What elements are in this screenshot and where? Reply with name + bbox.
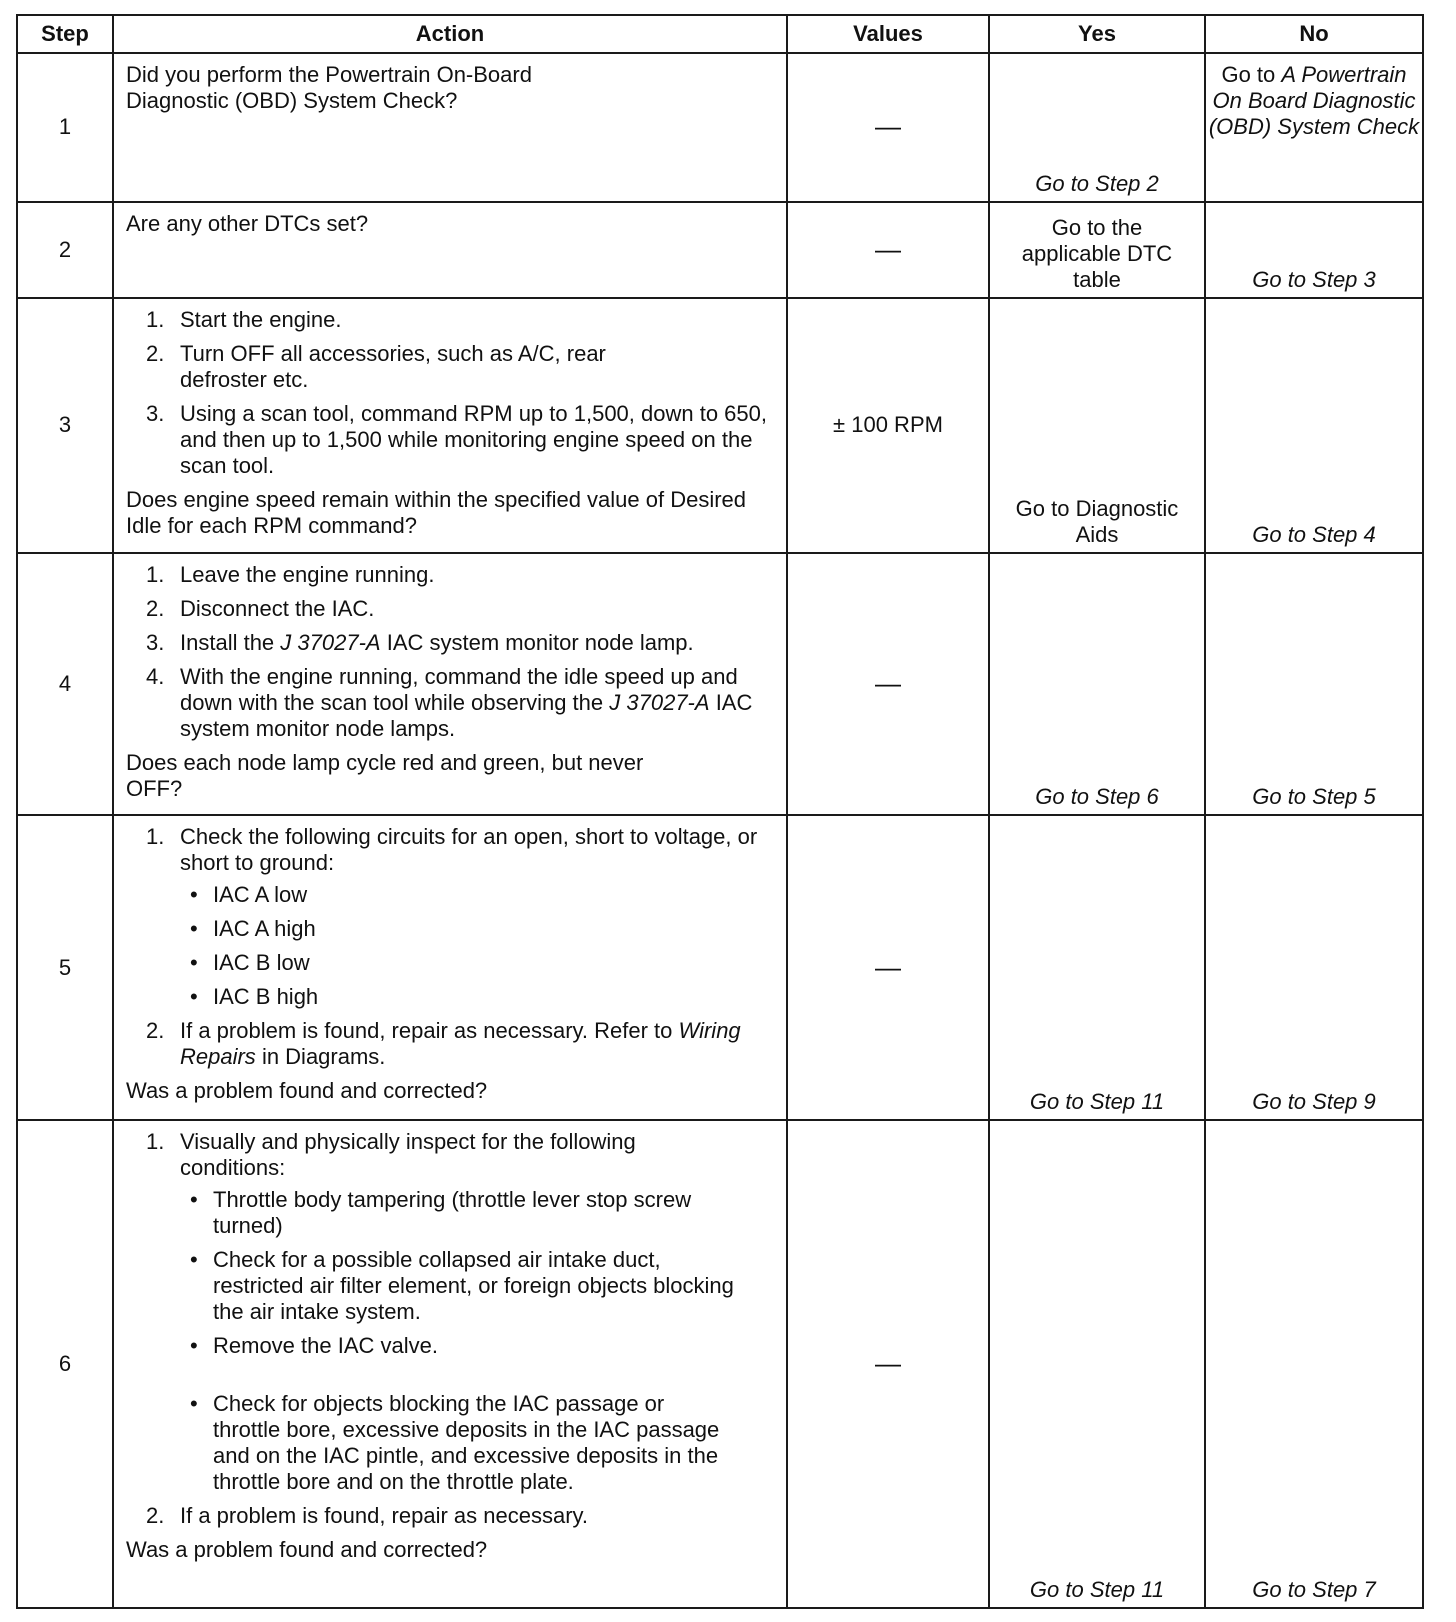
list-item xyxy=(126,1129,776,1495)
question-text: Does engine speed remain within the specified value of Desired Idle for each RPM command? xyxy=(126,487,747,539)
tool-reference: J 37027-A xyxy=(280,629,381,655)
bullet: • xyxy=(190,984,198,1010)
header-no: No xyxy=(1205,15,1423,53)
question-text: Was a problem found and corrected? xyxy=(126,1078,488,1104)
action-steps xyxy=(126,307,776,479)
reference-link: Wiring Repairs xyxy=(180,1018,741,1070)
circuit-list xyxy=(180,882,776,1010)
action-steps xyxy=(126,1129,776,1529)
item-number: 2. xyxy=(146,1018,165,1044)
list-item xyxy=(126,596,776,622)
step-number: 1 xyxy=(17,53,113,202)
item-text: Remove the IAC valve. xyxy=(213,1332,438,1358)
action-steps xyxy=(126,562,776,742)
action-cell xyxy=(113,1120,787,1608)
list-item xyxy=(126,307,776,333)
list-item xyxy=(180,916,776,942)
value-text: ± 100 RPM xyxy=(833,412,943,438)
no-result: Go to Step 7 xyxy=(1205,1120,1423,1608)
list-item xyxy=(180,882,776,908)
item-text: With the engine running, command the idle speed up and down with the scan tool while observing the xyxy=(180,663,738,715)
yes-result-text: Go to the applicable DTC table xyxy=(1021,215,1173,293)
step-number: 6 xyxy=(17,1120,113,1608)
item-text: If a problem is found, repair as necessary. xyxy=(180,1502,589,1528)
list-item xyxy=(180,950,776,976)
item-text: in Diagrams. xyxy=(261,1044,386,1070)
action-steps xyxy=(126,824,776,1070)
bullet: • xyxy=(190,1390,198,1416)
item-text: Leave the engine running. xyxy=(180,561,435,587)
item-number: 2. xyxy=(146,341,165,367)
item-number: 4. xyxy=(146,663,165,689)
item-text: Check the following circuits for an open, short to voltage, or short to ground: xyxy=(180,824,758,876)
list-item xyxy=(126,824,776,1010)
question-text: Does each node lamp cycle red and green, but never OFF? xyxy=(126,749,644,801)
header-yes: Yes xyxy=(989,15,1205,53)
item-text: Start the engine. xyxy=(180,307,342,333)
item-text: Throttle body tampering (throttle lever stop screw turned) xyxy=(213,1186,692,1238)
step-number: 3 xyxy=(17,298,113,553)
table-header-row xyxy=(17,15,1423,53)
bullet: • xyxy=(190,882,198,908)
value-text: — xyxy=(875,111,901,142)
bullet: • xyxy=(190,1332,198,1358)
no-result: Go to Step 3 xyxy=(1205,202,1423,298)
yes-result: Go to Step 2 xyxy=(989,53,1205,202)
value-text: — xyxy=(875,234,901,265)
item-text: Turn OFF all accessories, such as A/C, rear defroster etc. xyxy=(180,341,606,393)
values-cell xyxy=(787,53,989,202)
list-item xyxy=(180,984,776,1010)
list-item xyxy=(126,664,776,742)
no-result: Go to Step 4 xyxy=(1205,298,1423,553)
no-result xyxy=(1205,53,1423,202)
list-item xyxy=(126,562,776,588)
list-item xyxy=(180,1187,736,1239)
yes-result: Go to Step 11 xyxy=(989,815,1205,1119)
question-text: Was a problem found and corrected? xyxy=(126,1536,488,1562)
list-item xyxy=(180,1333,736,1359)
step-number: 2 xyxy=(17,202,113,298)
list-item xyxy=(126,1503,776,1529)
question-text: Did you perform the Powertrain On-Board Diagnostic (OBD) System Check? xyxy=(126,62,532,113)
tool-reference: J 37027-A xyxy=(609,689,710,715)
table-row xyxy=(17,298,1423,553)
header-values: Values xyxy=(787,15,989,53)
bullet: • xyxy=(190,916,198,942)
bullet: • xyxy=(190,1186,198,1212)
header-step: Step xyxy=(17,15,113,53)
yes-result xyxy=(989,298,1205,553)
item-text: Disconnect the IAC. xyxy=(180,595,375,621)
item-number: 3. xyxy=(146,401,165,427)
action-cell xyxy=(113,298,787,553)
item-text: IAC system monitor node lamp. xyxy=(386,629,694,655)
item-number: 1. xyxy=(146,824,165,850)
no-result-link: A Powertrain On Board Diagnostic (OBD) System Check xyxy=(1208,62,1420,139)
item-text: IAC B low xyxy=(213,950,310,976)
list-item xyxy=(180,1247,736,1325)
item-text: Using a scan tool, command RPM up to 1,500, down to 650, and then up to 1,500 while monitoring engine speed on the scan tool. xyxy=(180,401,767,479)
values-cell xyxy=(787,298,989,553)
item-text: Check for a possible collapsed air intake duct, restricted air filter element, or foreign objects blocking the air intake system. xyxy=(213,1246,734,1324)
values-cell xyxy=(787,815,989,1119)
table-row xyxy=(17,553,1423,816)
yes-result: Go to Step 11 xyxy=(989,1120,1205,1608)
values-cell xyxy=(787,202,989,298)
list-item xyxy=(180,1391,736,1495)
table-row xyxy=(17,202,1423,298)
header-action: Action xyxy=(113,15,787,53)
no-result: Go to Step 9 xyxy=(1205,815,1423,1119)
item-number: 2. xyxy=(146,1502,165,1528)
inspection-list xyxy=(180,1187,736,1495)
item-text: IAC system monitor node lamps. xyxy=(180,689,753,741)
item-text: Check for objects blocking the IAC passage or throttle bore, excessive deposits in the IAC passage and on the IAC pintle, and excessive deposits in the throttle bore and on the throttle plate. xyxy=(213,1390,720,1494)
yes-result: Go to Step 6 xyxy=(989,553,1205,816)
question-text: Are any other DTCs set? xyxy=(126,210,369,236)
item-number: 1. xyxy=(146,307,165,333)
action-cell xyxy=(113,53,787,202)
no-result-prefix: Go to xyxy=(1221,62,1276,87)
item-text: If a problem is found, repair as necessary. Refer to xyxy=(180,1018,673,1044)
values-cell xyxy=(787,1120,989,1608)
table-row xyxy=(17,53,1423,202)
list-item xyxy=(126,630,776,656)
step-number: 5 xyxy=(17,815,113,1119)
item-text: Install the xyxy=(180,629,275,655)
item-number: 1. xyxy=(146,561,165,587)
bullet: • xyxy=(190,950,198,976)
table-row xyxy=(17,815,1423,1119)
step-number: 4 xyxy=(17,553,113,816)
list-item xyxy=(126,1018,776,1070)
diagnostic-table xyxy=(16,14,1424,1609)
item-text: Visually and physically inspect for the following conditions: xyxy=(180,1128,636,1180)
yes-result-text: Go to Diagnostic Aids xyxy=(1015,495,1179,547)
item-text: IAC A low xyxy=(213,882,308,908)
action-cell xyxy=(113,202,787,298)
bullet: • xyxy=(190,1246,198,1272)
item-number: 1. xyxy=(146,1128,165,1154)
value-text: — xyxy=(875,668,901,699)
action-cell xyxy=(113,815,787,1119)
yes-result xyxy=(989,202,1205,298)
item-number: 3. xyxy=(146,629,165,655)
no-result: Go to Step 5 xyxy=(1205,553,1423,816)
item-text: IAC A high xyxy=(213,916,316,942)
values-cell xyxy=(787,553,989,816)
list-item xyxy=(126,341,776,393)
list-item xyxy=(126,401,776,479)
action-cell xyxy=(113,553,787,816)
item-text: IAC B high xyxy=(213,984,319,1010)
value-text: — xyxy=(875,1347,901,1378)
table-row xyxy=(17,1120,1423,1608)
item-number: 2. xyxy=(146,595,165,621)
value-text: — xyxy=(875,951,901,982)
